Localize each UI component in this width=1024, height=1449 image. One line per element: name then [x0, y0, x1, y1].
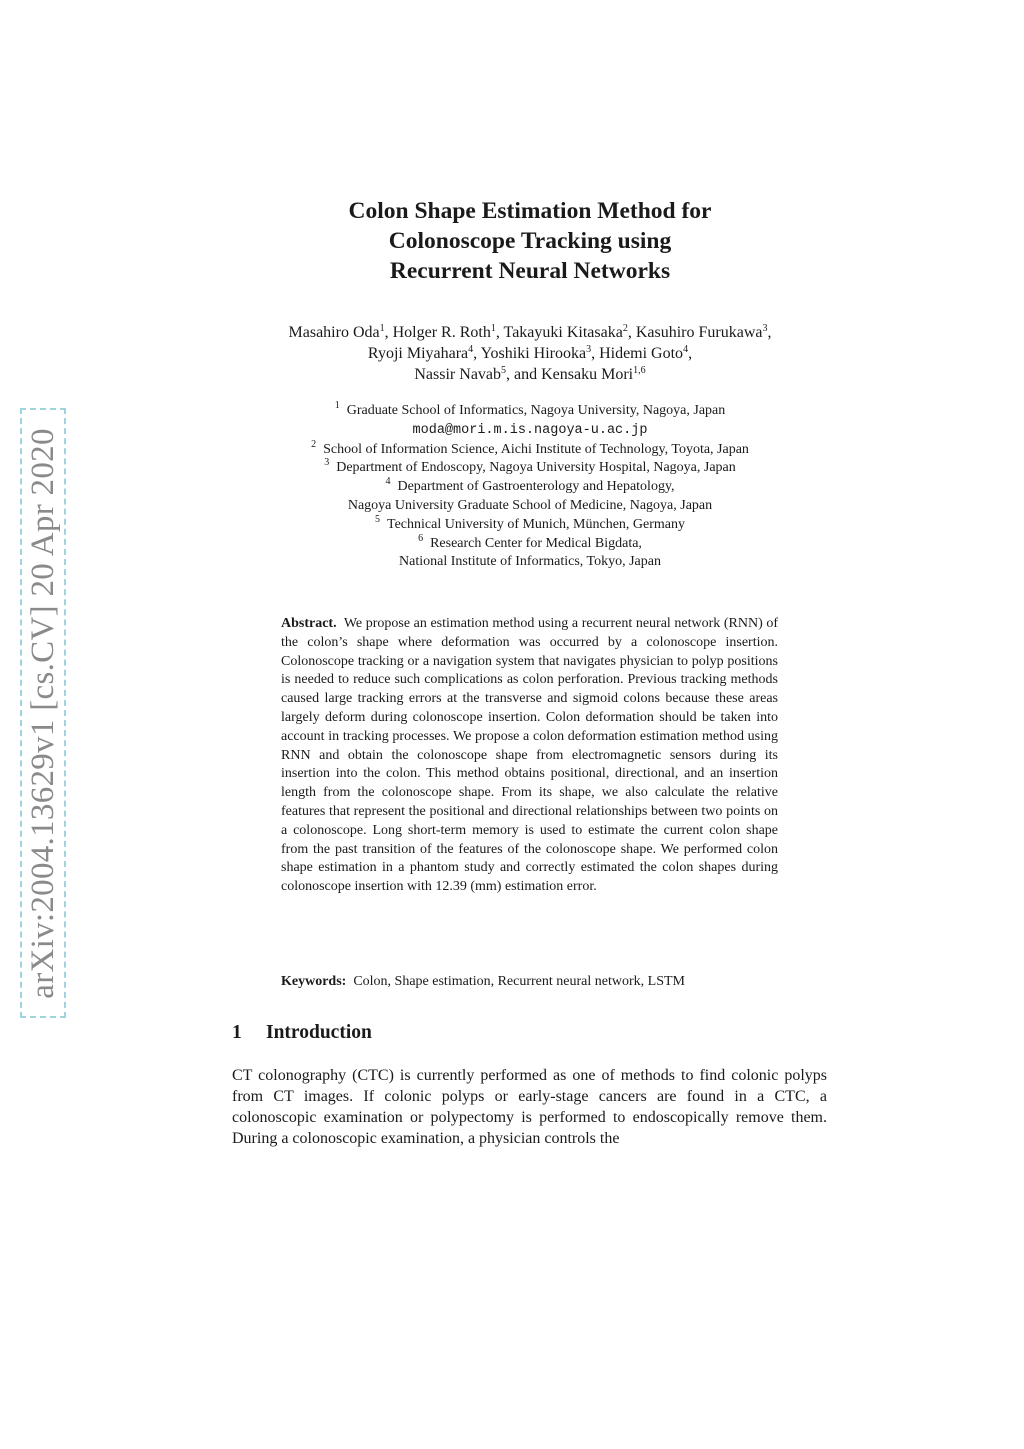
author-affiliation-mark: 5	[501, 365, 507, 376]
affiliation-6-line-2	[200, 553, 860, 572]
affiliation-text: National Institute of Informatics, Tokyo, Japan	[399, 554, 661, 570]
author-name: Kensaku Mori	[541, 366, 634, 383]
author-affiliation-mark: 3	[762, 323, 768, 334]
author-separator: ,	[688, 345, 693, 362]
affiliation-number: 2	[311, 438, 317, 450]
author-name: Ryoji Miyahara	[367, 345, 469, 362]
author-affiliation-mark: 1	[379, 323, 385, 334]
author-line	[200, 364, 860, 385]
abstract-label: Abstract.	[281, 616, 337, 631]
affiliation-list	[200, 402, 860, 572]
author-affiliation-mark: 2	[622, 323, 628, 334]
author-affiliation-mark: 4	[683, 344, 689, 355]
affiliation-text: Graduate School of Informatics, Nagoya University, Nagoya, Japan	[346, 403, 726, 418]
affiliation-text: Technical University of Munich, München, Germany	[387, 516, 685, 532]
affiliation-text: Department of Gastroenterology and Hepatology,	[397, 479, 675, 495]
affiliation-1	[200, 402, 860, 421]
affiliation-6	[200, 532, 860, 554]
author-affiliation-mark: 4	[468, 344, 474, 355]
author-separator: ,	[384, 324, 393, 341]
introduction-paragraph: CT colonography (CTC) is currently performed as one of methods to find colonic polyps from CT images. If colonic polyps or early-stage cancers are found in a CTC, a colonoscopic examination or polypectomy is performed to endoscopically remove them. During a colonoscopic examination, a physician controls the	[232, 1067, 827, 1147]
affiliation-text: Research Center for Medical Bigdata,	[430, 535, 642, 551]
author-name: Yoshiki Hirooka	[480, 345, 587, 362]
paper-title	[230, 196, 830, 286]
section-title: Introduction	[266, 1022, 372, 1043]
affiliation-number: 6	[418, 532, 424, 544]
author-affiliation-mark: 3	[586, 344, 592, 355]
keywords-text: Colon, Shape estimation, Recurrent neural network, LSTM	[353, 974, 685, 989]
author-name: Holger R. Roth	[392, 324, 491, 341]
author-line	[200, 343, 860, 364]
author-name: Kasuhiro Furukawa	[635, 324, 763, 341]
affiliation-text: Department of Endoscopy, Nagoya University Hospital, Nagoya, Japan	[336, 460, 736, 476]
author-list	[200, 322, 860, 385]
author-line	[200, 322, 860, 343]
email-text: moda@mori.m.is.nagoya-u.ac.jp	[412, 422, 648, 438]
author-separator: ,	[627, 324, 636, 341]
affiliation-4	[200, 478, 860, 497]
author-email	[200, 421, 860, 441]
author-separator: ,	[767, 324, 772, 341]
author-separator: ,	[473, 345, 481, 362]
author-name: Takayuki Kitasaka	[503, 324, 623, 341]
affiliation-2	[200, 438, 860, 460]
section-number: 1	[232, 1022, 242, 1043]
affiliation-number: 1	[334, 400, 340, 411]
title-line: Recurrent Neural Networks	[389, 258, 671, 284]
author-name: Masahiro Oda	[288, 324, 380, 341]
author-name: Nassir Navab	[414, 366, 502, 383]
author-separator: , and	[506, 366, 542, 383]
affiliation-5	[200, 513, 860, 535]
author-separator: ,	[591, 345, 600, 362]
affiliation-number: 3	[324, 457, 330, 469]
keywords-label: Keywords:	[281, 974, 347, 989]
affiliation-4-line-2	[200, 497, 860, 516]
arxiv-identifier-text: arXiv:2004.13629v1 [cs.CV] 20 Apr 2020	[24, 427, 61, 999]
affiliation-text: Nagoya University Graduate School of Medicine, Nagoya, Japan	[347, 497, 713, 513]
abstract	[281, 615, 778, 897]
affiliation-number: 4	[385, 476, 391, 488]
arxiv-identifier-stamp	[20, 408, 66, 1018]
keywords	[281, 973, 801, 992]
author-affiliation-mark: 1,6	[633, 365, 646, 376]
affiliation-number: 5	[375, 513, 380, 525]
section-heading	[232, 1022, 372, 1044]
title-line: Colon Shape Estimation Method for	[348, 198, 712, 224]
author-affiliation-mark: 1	[490, 323, 496, 334]
author-name: Hidemi Goto	[599, 345, 684, 362]
affiliation-text: School of Information Science, Aichi Institute of Technology, Toyota, Japan	[323, 441, 749, 457]
title-line: Colonoscope Tracking using	[388, 228, 672, 254]
abstract-text: We propose an estimation method using a recurrent neural network (RNN) of the colon’s shape where deformation was occurred by a colonoscope insertion. Colonoscope tracking or a navigation system that navigates physician to polyp positions is needed to reduce such complications as colon perforation. Previous tracking methods caused large tracking errors at the transverse and sigmoid colons because these areas largely deform during colonoscope insertion. Colon deformation should be taken into account in tracking processes. We propose a colon deformation estimation method using RNN and obtain the colonoscope shape from electromagnetic sensors during its insertion into the colon. This method obtains positional, directional, and an insertion length from the colonoscope shape. From its shape, we also calculate the relative features that represent the positional and directional relationships between two points on a colonoscope. Long short-term memory is used to estimate the current colon shape from the past transition of the features of the colonoscope shape. We performed colon shape estimation in a phantom study and correctly estimated the colon shapes during colonoscope insertion with 12.39 (mm) estimation error.	[281, 616, 779, 895]
author-separator: ,	[495, 324, 504, 341]
affiliation-3	[200, 459, 860, 478]
